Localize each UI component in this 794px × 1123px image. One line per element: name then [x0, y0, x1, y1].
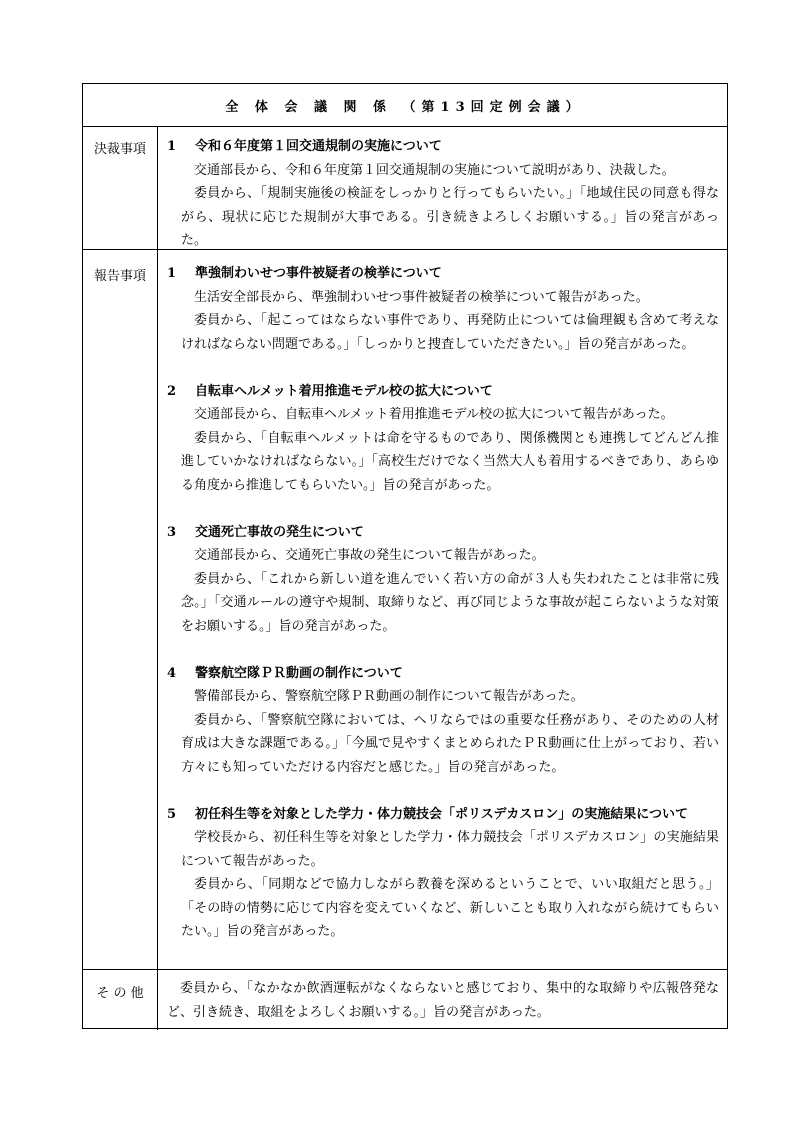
report-item-line1: 生活安全部長から、準強制わいせつ事件被疑者の検挙について報告があった。	[194, 289, 649, 305]
report-item-heading: 4 警察航空隊ＰＲ動画の制作について	[167, 665, 403, 681]
report-item-line2: 委員から、「自転車ヘルメットは命を守るものであり、関係機関とも連携してどんどん推進していかなければならない。」「高校生だけでなく当然大人も着用するべきであり、あらゆる角度から推進してもらいたい。」旨の発言があった。	[181, 430, 719, 493]
column-divider	[157, 127, 158, 1030]
other-text: 委員から、「なかなか飲酒運転がなくならないと感じており、集中的な取締りや広報啓発など、引き続き、取組をよろしくお願いする。」旨の発言があった。	[167, 981, 719, 1020]
decision-label: 決裁事項	[93, 142, 146, 157]
report-item-line1: 警備部長から、警察航空隊ＰＲ動画の制作について報告があった。	[194, 689, 584, 704]
report-item-heading: 3 交通死亡事故の発生について	[167, 524, 364, 540]
report-item-4	[167, 662, 719, 780]
report-item-5	[167, 803, 719, 944]
report-item-line2: 委員から、「同期などで協力しながら教養を深めるということで、いい取組だと思う。」「その時の情勢に応じて内容を変えていくなど、新しいことも取り入れながら続けてもらいたい。」旨の発言があった。	[181, 877, 719, 939]
decision-content	[167, 135, 719, 253]
other-content	[167, 977, 719, 1024]
report-item-line1: 交通部長から、交通死亡事故の発生について報告があった。	[194, 548, 545, 563]
section-divider	[83, 249, 727, 250]
report-item-line1: 交通部長から、自転車ヘルメット着用推進モデル校の拡大について報告があった。	[194, 407, 674, 422]
report-item-heading: 1 準強制わいせつ事件被疑者の検挙について	[167, 266, 442, 281]
report-item-line2: 委員から、「警察航空隊においては、ヘリならではの重要な任務があり、そのための人材育成は大きな課題である。」「今風で見やすくまとめられたＰＲ動画に仕上がっており、若い方々にも知っていただける内容だと感じた。」旨の発言があった。	[181, 712, 719, 775]
table-title: 全 体 会 議 関 係 （第13回定例会議）	[83, 84, 727, 127]
decision-item-line1: 交通部長から、令和６年度第１回交通規制の実施について説明があり、決裁した。	[194, 162, 675, 178]
report-item-3	[167, 521, 719, 639]
item-number: 1	[167, 139, 177, 154]
report-item-heading: 2 自転車ヘルメット着用推進モデル校の拡大について	[167, 383, 493, 399]
report-item-2	[167, 380, 719, 498]
report-item-line2: 委員から、「起こってはならない事件であり、再発防止については倫理観も含めて考えなければならない問題である。」「しっかりと捜査していただきたい。」旨の発言があった。	[181, 313, 719, 352]
report-item-line1: 学校長から、初任科生等を対象とした学力・体力競技会「ポリスデカスロン」の実施結果について報告があった。	[181, 830, 719, 869]
report-item-line2: 委員から、「これから新しい道を進んでいく若い方の命が３人も失われたことは非常に残念。」「交通ルールの遵守や規制、取締りなど、再び同じような事故が起こらないような対策をお願いする。」旨の発言があった。	[181, 571, 719, 634]
decision-item-heading: 1 令和６年度第１回交通規制の実施について	[167, 135, 719, 159]
report-item-1	[167, 262, 719, 356]
section-divider	[83, 969, 727, 970]
report-content	[167, 262, 719, 944]
minutes-table	[82, 83, 728, 1029]
other-label: そ の 他	[96, 986, 144, 1001]
decision-item-line2: 委員から、「規制実施後の検証をしっかりと行ってもらいたい。」「地域住民の同意も得ながら、現状に応じた規制が大事である。引き続きよろしくお願いする。」旨の発言があった。	[181, 186, 719, 248]
report-item-heading: 5 初任科生等を対象とした学力・体力競技会「ポリスデカスロン」の実施結果について	[167, 806, 688, 822]
report-label: 報告事項	[93, 269, 146, 284]
